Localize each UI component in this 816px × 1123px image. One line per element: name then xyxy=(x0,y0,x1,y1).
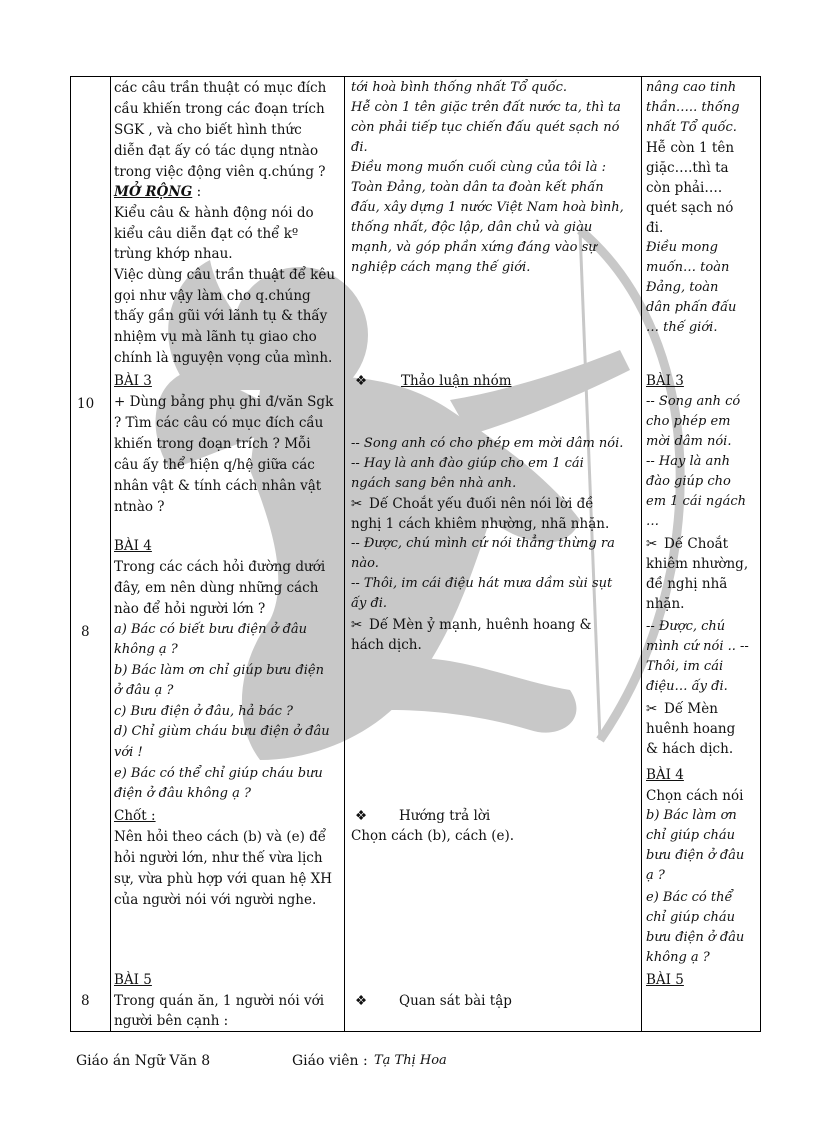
teacher-line: Trong các cách hỏi đường dưới xyxy=(114,559,326,575)
teacher-line: Việc dùng câu trần thuật để kêu xyxy=(114,267,336,283)
notes-column xyxy=(642,77,761,1032)
note-line: ạ ? xyxy=(646,868,665,883)
activity-line: Dế Mèn ỷ mạnh, huênh hoang & xyxy=(369,617,592,633)
option-line: ở đâu ạ ? xyxy=(114,683,174,698)
note-line: cho phép em xyxy=(646,414,731,429)
bai3-heading: BÀI 3 xyxy=(114,373,152,389)
teacher-line: ? Tìm các câu có mục đích cầu xyxy=(114,415,324,431)
activity-line: đi. xyxy=(351,140,368,155)
note-line: giặc….thì ta xyxy=(646,160,729,176)
note-line: khiêm nhường, xyxy=(646,556,749,572)
teacher-line: sự, vừa phù hợp với quan hệ XH xyxy=(114,871,333,887)
scissors-icon: ✂ xyxy=(351,617,363,633)
time-value: 8 xyxy=(81,624,90,640)
note-line: Dế Choắt xyxy=(664,536,729,552)
note-line: Dế Mèn xyxy=(664,701,718,717)
teacher-line: Kiểu câu & hành động nói do xyxy=(114,205,314,221)
note-bai3-heading: BÀI 3 xyxy=(646,373,684,389)
activity-line: hách dịch. xyxy=(351,637,422,653)
note-line: chỉ giúp cháu xyxy=(646,910,736,925)
scissors-icon: ✂ xyxy=(646,701,658,717)
activity-line: còn phải tiếp tục chiến đấu quét sạch nó xyxy=(351,120,620,135)
note-line: điệu… ấy đi. xyxy=(646,679,728,694)
teacher-line: các câu trần thuật có mục đích xyxy=(114,80,327,96)
activity-column xyxy=(345,77,642,1032)
note-line: em 1 cái ngách xyxy=(646,494,746,509)
option-line: không ạ ? xyxy=(114,642,178,657)
note-line: -- Song anh có xyxy=(646,394,741,409)
note-line: -- Được, chú xyxy=(646,619,726,634)
activity-line: Điều mong muốn cuối cùng của tôi là : xyxy=(351,160,606,175)
section-heading xyxy=(114,182,201,202)
teacher-line: thấy gần gũi với lãnh tụ & thấy xyxy=(114,308,328,324)
note-line: còn phải…. xyxy=(646,180,723,196)
teacher-line: đây, em nên dùng những cách xyxy=(114,580,319,596)
bai5-heading: BÀI 5 xyxy=(114,972,152,988)
activity-line: thống nhất, độc lập, dân chủ và giàu xyxy=(351,220,593,235)
teacher-signature: Tạ Thị Hoa xyxy=(374,1053,447,1068)
teacher-line: của người nói với người nghe. xyxy=(114,892,317,908)
teacher-line: người bên cạnh : xyxy=(114,1013,229,1029)
heading-colon: : xyxy=(196,184,202,200)
note-line: nâng cao tinh xyxy=(646,80,737,95)
diamond-bullet-icon: ❖ xyxy=(355,808,368,824)
note-line: bưu điện ở đâu xyxy=(646,930,745,945)
teacher-line: kiểu câu diễn đạt có thể kº xyxy=(114,226,299,242)
activity-line: nghị 1 cách khiêm nhường, nhã nhặn. xyxy=(351,516,610,532)
chot-heading: Chốt : xyxy=(114,808,156,824)
note-line: Chọn cách nói xyxy=(646,788,744,804)
activity-line: Toàn Đảng, toàn dân ta đoàn kết phấn xyxy=(351,180,604,195)
note-line: thần….. thống xyxy=(646,100,740,115)
note-line: e) Bác có thể xyxy=(646,890,733,905)
teacher-line: cầu khiến trong các đoạn trích xyxy=(114,101,325,117)
scissors-icon: ✂ xyxy=(646,536,658,552)
time-column xyxy=(71,77,111,1032)
answer-direction-label: Hướng trả lời xyxy=(399,808,491,824)
time-value: 8 xyxy=(81,993,90,1009)
teacher-line: nào để hỏi người lớn ? xyxy=(114,601,266,617)
diamond-bullet-icon: ❖ xyxy=(355,373,368,389)
note-line: chỉ giúp cháu xyxy=(646,828,736,843)
activity-line: Hễ còn 1 tên giặc trên đất nước ta, thì ta xyxy=(351,100,621,115)
note-line: mình cứ nói .. -- xyxy=(646,639,749,654)
note-bai4-heading: BÀI 4 xyxy=(646,767,684,783)
teacher-line: trong việc động viên q.chúng ? xyxy=(114,164,326,180)
activity-line: Chọn cách (b), cách (e). xyxy=(351,828,515,844)
teacher-line: ntnào ? xyxy=(114,499,165,515)
activity-line: -- Thôi, im cái điệu hát mưa dầm sùi sụt xyxy=(351,576,613,591)
teacher-line: chính là nguyện vọng của mình. xyxy=(114,350,333,366)
activity-line: mạnh, và góp phần xứng đáng vào sự xyxy=(351,240,597,255)
note-line: b) Bác làm ơn xyxy=(646,808,737,823)
note-line: đi. xyxy=(646,220,664,236)
lesson-table xyxy=(70,76,761,1032)
option-line: c) Bưu điện ở đâu, hả bác ? xyxy=(114,704,293,719)
note-line: Đảng, toàn xyxy=(646,280,719,295)
teacher-line: hỏi người lớn, như thế vừa lịch xyxy=(114,850,323,866)
group-discussion-label: Thảo luận nhóm xyxy=(401,373,512,389)
note-line: nhất Tổ quốc. xyxy=(646,120,737,135)
note-line: Điều mong xyxy=(646,240,719,255)
teacher-line: nhiệm vụ mà lãnh tụ giao cho xyxy=(114,329,317,345)
teacher-line: diễn đạt ấy có tác dụng ntnào xyxy=(114,143,319,159)
note-line: huênh hoang xyxy=(646,721,736,737)
activity-line: tới hoà bình thống nhất Tổ quốc. xyxy=(351,80,568,95)
note-line: -- Hay là anh xyxy=(646,454,731,469)
diamond-bullet-icon: ❖ xyxy=(355,993,368,1009)
activity-line: -- Hay là anh đào giúp cho em 1 cái xyxy=(351,456,584,471)
teacher-line: khiến trong đoạn trích ? Mỗi xyxy=(114,436,311,452)
footer-subject: Giáo án Ngữ Văn 8 xyxy=(76,1053,211,1069)
note-line: đề nghị nhã xyxy=(646,576,728,592)
note-line: Thôi, im cái xyxy=(646,659,724,674)
option-line: e) Bác có thể chỉ giúp cháu bưu xyxy=(114,766,323,781)
note-line: mời dâm nói. xyxy=(646,434,732,449)
teacher-line: câu ấy thể hiện q/hệ giữa các xyxy=(114,457,315,473)
note-line: … thế giới. xyxy=(646,320,718,335)
footer-teacher-label: Giáo viên : xyxy=(292,1053,368,1069)
teacher-line: nhân vật & tính cách nhân vật xyxy=(114,478,322,494)
note-line: dân phấn đấu xyxy=(646,300,737,315)
note-line: Hễ còn 1 tên xyxy=(646,140,735,156)
option-line: với ! xyxy=(114,745,143,760)
activity-line: -- Được, chú mình cứ nói thẳng thừng ra xyxy=(351,536,615,551)
note-line: đào giúp cho xyxy=(646,474,731,489)
note-line: quét sạch nó xyxy=(646,200,734,216)
mo-rong-heading: MỞ RỘNG xyxy=(114,184,193,200)
activity-line: ấy đi. xyxy=(351,596,388,611)
option-line: d) Chỉ giùm cháu bưu điện ở đâu xyxy=(114,724,330,739)
teacher-line: Trong quán ăn, 1 người nói với xyxy=(114,993,325,1009)
activity-line: nào. xyxy=(351,556,379,571)
option-line: điện ở đâu không ạ ? xyxy=(114,786,251,801)
activity-line: đấu, xây dựng 1 nước Việt Nam hoà bình, xyxy=(351,200,624,215)
note-line: bưu điện ở đâu xyxy=(646,848,745,863)
note-line: … xyxy=(646,514,659,529)
activity-line: Dế Choắt yếu đuối nên nói lời đề xyxy=(369,496,594,512)
bai4-heading: BÀI 4 xyxy=(114,538,152,554)
note-bai5-heading: BÀI 5 xyxy=(646,972,684,988)
activity-line: -- Song anh có cho phép em mời dâm nói. xyxy=(351,436,624,451)
teacher-line: trùng khớp nhau. xyxy=(114,246,233,262)
note-line: & hách dịch. xyxy=(646,741,734,757)
time-value: 10 xyxy=(77,396,95,412)
teacher-line: gọi như vậy làm cho q.chúng xyxy=(114,288,311,304)
option-line: b) Bác làm ơn chỉ giúp bưu điện xyxy=(114,663,324,678)
teacher-line: + Dùng bảng phụ ghi đ/văn Sgk xyxy=(114,394,334,410)
teacher-line: SGK , và cho biết hình thức xyxy=(114,122,302,138)
option-line: a) Bác có biết bưu điện ở đâu xyxy=(114,622,308,637)
activity-line: ngách sang bên nhà anh. xyxy=(351,476,517,491)
teacher-line: Nên hỏi theo cách (b) và (e) để xyxy=(114,829,327,845)
teacher-column xyxy=(111,77,345,1032)
scissors-icon: ✂ xyxy=(351,496,363,512)
activity-line: nghiệp cách mạng thế giới. xyxy=(351,260,531,275)
observe-exercise-label: Quan sát bài tập xyxy=(399,993,512,1009)
note-line: không ạ ? xyxy=(646,950,710,965)
note-line: muốn… toàn xyxy=(646,260,730,275)
note-line: nhặn. xyxy=(646,596,685,612)
